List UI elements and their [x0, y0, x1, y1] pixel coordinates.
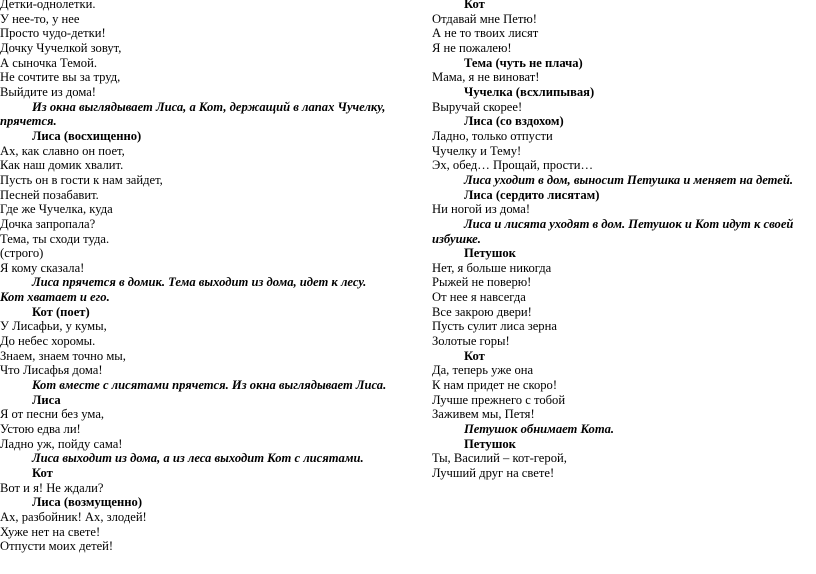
verse-line: Рыжей не поверю! — [432, 275, 532, 290]
verse-line: Ты, Василий – кот-герой, — [432, 451, 567, 466]
verse-line: К нам придет не скоро! — [432, 378, 558, 393]
speaker-name: Кот (поет) — [32, 304, 90, 319]
verse-line: А сыночка Темой. — [0, 55, 97, 70]
verse-line: Не сочтите вы за труд, — [0, 70, 121, 85]
speaker-name: Лиса (сердито лисятам) — [464, 187, 600, 202]
stage-direction: Лиса прячется в домик. Тема выходит из дома, идет к лесу. Кот хватает и его. — [0, 275, 367, 305]
verse-line: Как наш домик хвалит. — [0, 158, 124, 173]
verse-line: Ах, разбойник! Ах, злодей! — [0, 509, 147, 524]
verse-line: Отдавай мне Петю! — [432, 11, 537, 26]
verse-line: Дочку Чучелкой зовут, — [0, 40, 122, 55]
verse-line: Пусть сулит лиса зерна — [432, 319, 557, 334]
verse-line: Ах, как славно он поет, — [0, 143, 125, 158]
verse-line: Устою едва ли! — [0, 422, 81, 437]
verse-line: Заживем мы, Петя! — [432, 407, 535, 422]
speaker-name: Лиса (со вздохом) — [464, 114, 564, 129]
verse-line: Вот и я! Не ждали? — [0, 480, 104, 495]
verse-line: Ладно, только отпусти — [432, 128, 553, 143]
verse-line: Нет, я больше никогда — [432, 260, 552, 275]
verse-line: Да, теперь уже она — [432, 363, 534, 378]
speaker-name: Чучелка (всхлипывая) — [464, 84, 595, 99]
speaker-name: Петушок — [464, 246, 516, 261]
verse-line: Песней позабавит. — [0, 187, 99, 202]
verse-line: У нее-то, у нее — [0, 11, 80, 26]
stage-direction: Лиса уходит в дом, выносит Петушка и меняет на детей. — [464, 172, 794, 187]
verse-line: Я от песни без ума, — [0, 407, 105, 422]
speaker-name: Лиса — [32, 392, 61, 407]
verse-line: Лучший друг на свете! — [432, 466, 555, 480]
verse-line: Что Лисафья дома! — [0, 363, 103, 378]
verse-line: Лучше прежнего с тобой — [432, 392, 566, 407]
verse-line: У Лисафьи, у кумы, — [0, 319, 107, 334]
verse-line: Я не пожалею! — [432, 40, 512, 55]
verse-line: Дочка запропала? — [0, 216, 96, 231]
verse-line: Золотые горы! — [432, 334, 510, 349]
verse-line: От нее я навсегда — [432, 290, 526, 305]
stage-direction: Из окна выглядывает Лиса, а Кот, держащий в лапах Чучелку, прячется. — [0, 99, 386, 129]
verse-line: Чучелку и Тему! — [432, 143, 522, 158]
speaker-name: Петушок — [464, 436, 516, 451]
verse-line: Где же Чучелка, куда — [0, 202, 113, 217]
left-column — [0, 0, 392, 554]
verse-line: Просто чудо-детки! — [0, 26, 106, 41]
speaker-name: Кот — [464, 0, 485, 11]
speaker-name: Тема (чуть не плача) — [464, 55, 583, 70]
verse-line: Хуже нет на свете! — [0, 524, 101, 539]
verse-line: Ни ногой из дома! — [432, 202, 531, 217]
verse-line: Ладно уж, пойду сама! — [0, 436, 123, 451]
speaker-name: Кот — [32, 466, 53, 480]
verse-line: Пусть он в гости к нам зайдет, — [0, 172, 163, 187]
verse-line: Я кому сказала! — [0, 260, 85, 275]
verse-line: Знаем, знаем точно мы, — [0, 348, 126, 363]
verse-line: Все закрою двери! — [432, 304, 532, 319]
verse-line: (строго) — [0, 246, 44, 261]
stage-direction: Петушок обнимает Кота. — [464, 422, 615, 437]
verse-line: Мама, я не виноват! — [432, 70, 540, 85]
verse-line: До небес хоромы. — [0, 334, 96, 349]
verse-line: Тема, ты сходи туда. — [0, 231, 110, 246]
speaker-name: Лиса (возмущенно) — [32, 495, 143, 510]
stage-direction: Кот вместе с лисятами прячется. Из окна выглядывает Лиса. — [32, 378, 387, 393]
verse-line: Эх, обед… Прощай, прости… — [432, 158, 594, 173]
verse-line: Детки-однолетки. — [0, 0, 96, 11]
right-column — [432, 0, 816, 481]
speaker-name: Кот — [464, 348, 485, 363]
verse-line: Отпусти моих детей! — [0, 539, 114, 554]
speaker-name: Лиса (восхищенно) — [32, 128, 142, 143]
verse-line: Выйдите из дома! — [0, 84, 96, 99]
verse-line: Выручай скорее! — [432, 99, 523, 114]
stage-direction: Лиса выходит из дома, а из леса выходит Кот с лисятами. — [32, 451, 364, 466]
stage-direction: Лиса и лисята уходят в дом. Петушок и Кот идут к своей избушке. — [432, 216, 794, 246]
verse-line: А не то твоих лисят — [432, 26, 539, 41]
